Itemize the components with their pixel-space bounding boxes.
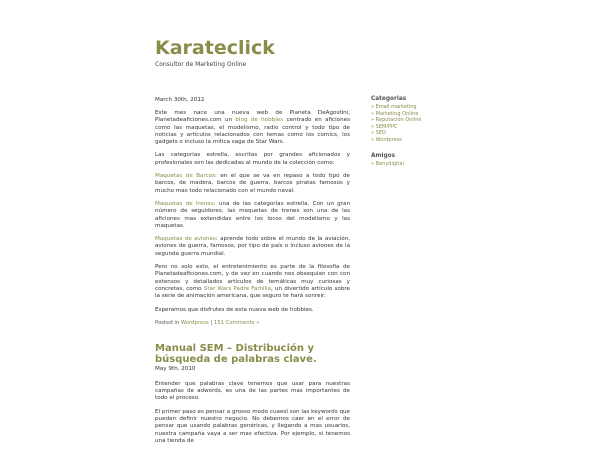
category-item [371,117,461,124]
post-title-link[interactable]: Manual SEM – Distribución y búsqueda de palabras clave. [155,342,317,365]
site-title-link[interactable]: Karateclick [155,37,275,59]
paragraph-text: : aprende todo sobre el mundo de la aviación, aviones de guerra, famosos, por tipo de país o incluso aviones de la segunda guerra mundial. [155,236,350,257]
ship-models-link[interactable]: Maquetas de Barcos [155,173,216,180]
post-paragraph [155,236,350,258]
post-paragraph [155,264,350,300]
post-date: March 30th, 2012 [155,97,205,103]
posted-in-label: Posted in [155,319,180,326]
category-link-reputacion-online[interactable]: Reputación Online [375,117,422,124]
site-tagline: Consultor de Marketing Online [155,61,247,68]
categories-list [371,104,461,144]
category-link-wordpress[interactable]: Wordpress [375,136,402,143]
category-item [371,137,461,144]
post-paragraph: El primer paso es pensar a grosso modo cuaesl son las keywords que pueden definir nuestro negocio. No debemos caer en el error de pensar que usando palabras genéricas, y llegando a mas usuarios, nuestra campaña vaya a ser mas efectiva. Por ejemplo, si tenemos una tienda de [155,408,350,444]
post-paragraph: Entender que palabras clave tenemos que usar para nuestras campañas de adwords, es una de las partes mas importantes de todo el proceso. [155,380,350,402]
category-link-seo[interactable]: SEO [375,130,386,137]
friend-link-benydigital[interactable]: Benydigital [375,160,404,167]
post-body [155,110,350,314]
meta-separator: | [210,319,213,326]
post-paragraph: Esperamos que disfrutes de esta nueva web de hobbies. [155,306,314,313]
post-paragraph [155,110,350,146]
category-link-email-marketing[interactable]: Email marketing [375,104,417,110]
category-item [371,130,461,137]
site-header [155,38,275,68]
post-meta [155,320,350,326]
paragraph-text: , un divertido artículo sobre la serie de animación americana, que seguro te hará sonreir. [155,285,351,300]
post-body [155,381,350,445]
paragraph-text: centrado en aficiones como las maquetas, el modelismo, radio control y todo tipo de noticias y artículos relacionados con temas como los comics, los gadgets o incluso la mítica saga de Star Wars. [155,117,351,146]
post [155,97,350,326]
paragraph-text: : en el que se va en repaso a todo tipo de barcos, de madera, barcos de guerra, barcos piratas famosos y mucho mas todo relacionado con el mundo naval. [155,173,350,194]
post-paragraph [155,173,350,195]
star-wars-link[interactable]: Star Wars Padre Familia [203,285,271,292]
paragraph-text: Este mes nace una nueva web de Planeta DeAgostini, Planetadeaficiones.com un [155,110,350,124]
categories-heading: Categorias [371,96,407,102]
sidebar [371,96,461,176]
category-item [371,124,461,131]
category-link[interactable]: Wordpress [180,319,209,326]
comments-link[interactable]: 151 Comments » [213,319,260,326]
category-link-sem-ppc[interactable]: SEM/PPC [375,123,398,130]
friends-list [371,161,461,168]
post-paragraph [155,201,350,230]
post [155,343,350,445]
paragraph-text: Pero no solo esto, el entretenimiento es parte de la filosofía de Planetadeaficiones.com, y de vez en cuando nos obsequian con con extensos y detallados artículos de temáticas muy curiosas y concretas, como [155,264,350,292]
post-date: May 9th, 2010 [155,365,196,372]
post-paragraph: Las categorías estrella, escritas por grandes aficionados y profesionales son las dedicadas al mundo de la colección como: [155,152,350,166]
main-content [155,97,350,451]
category-link-marketing-online[interactable]: Marketing Online [375,110,419,117]
friends-heading: Amigos [371,152,396,159]
friend-item [371,161,461,168]
train-models-link[interactable]: Maquetas de trenes [155,200,214,207]
paragraph-text: : una de las categorías estrella. Con un gran número de seguidores, las maquetas de trenes son una de las aficiones mas extendidas entre los locos del modelismo y las maquetas. [155,200,350,229]
hobbies-blog-link[interactable]: blog de hobbies [235,117,284,124]
category-item [371,104,461,111]
plane-models-link[interactable]: Maquetas de aviones [155,236,216,243]
